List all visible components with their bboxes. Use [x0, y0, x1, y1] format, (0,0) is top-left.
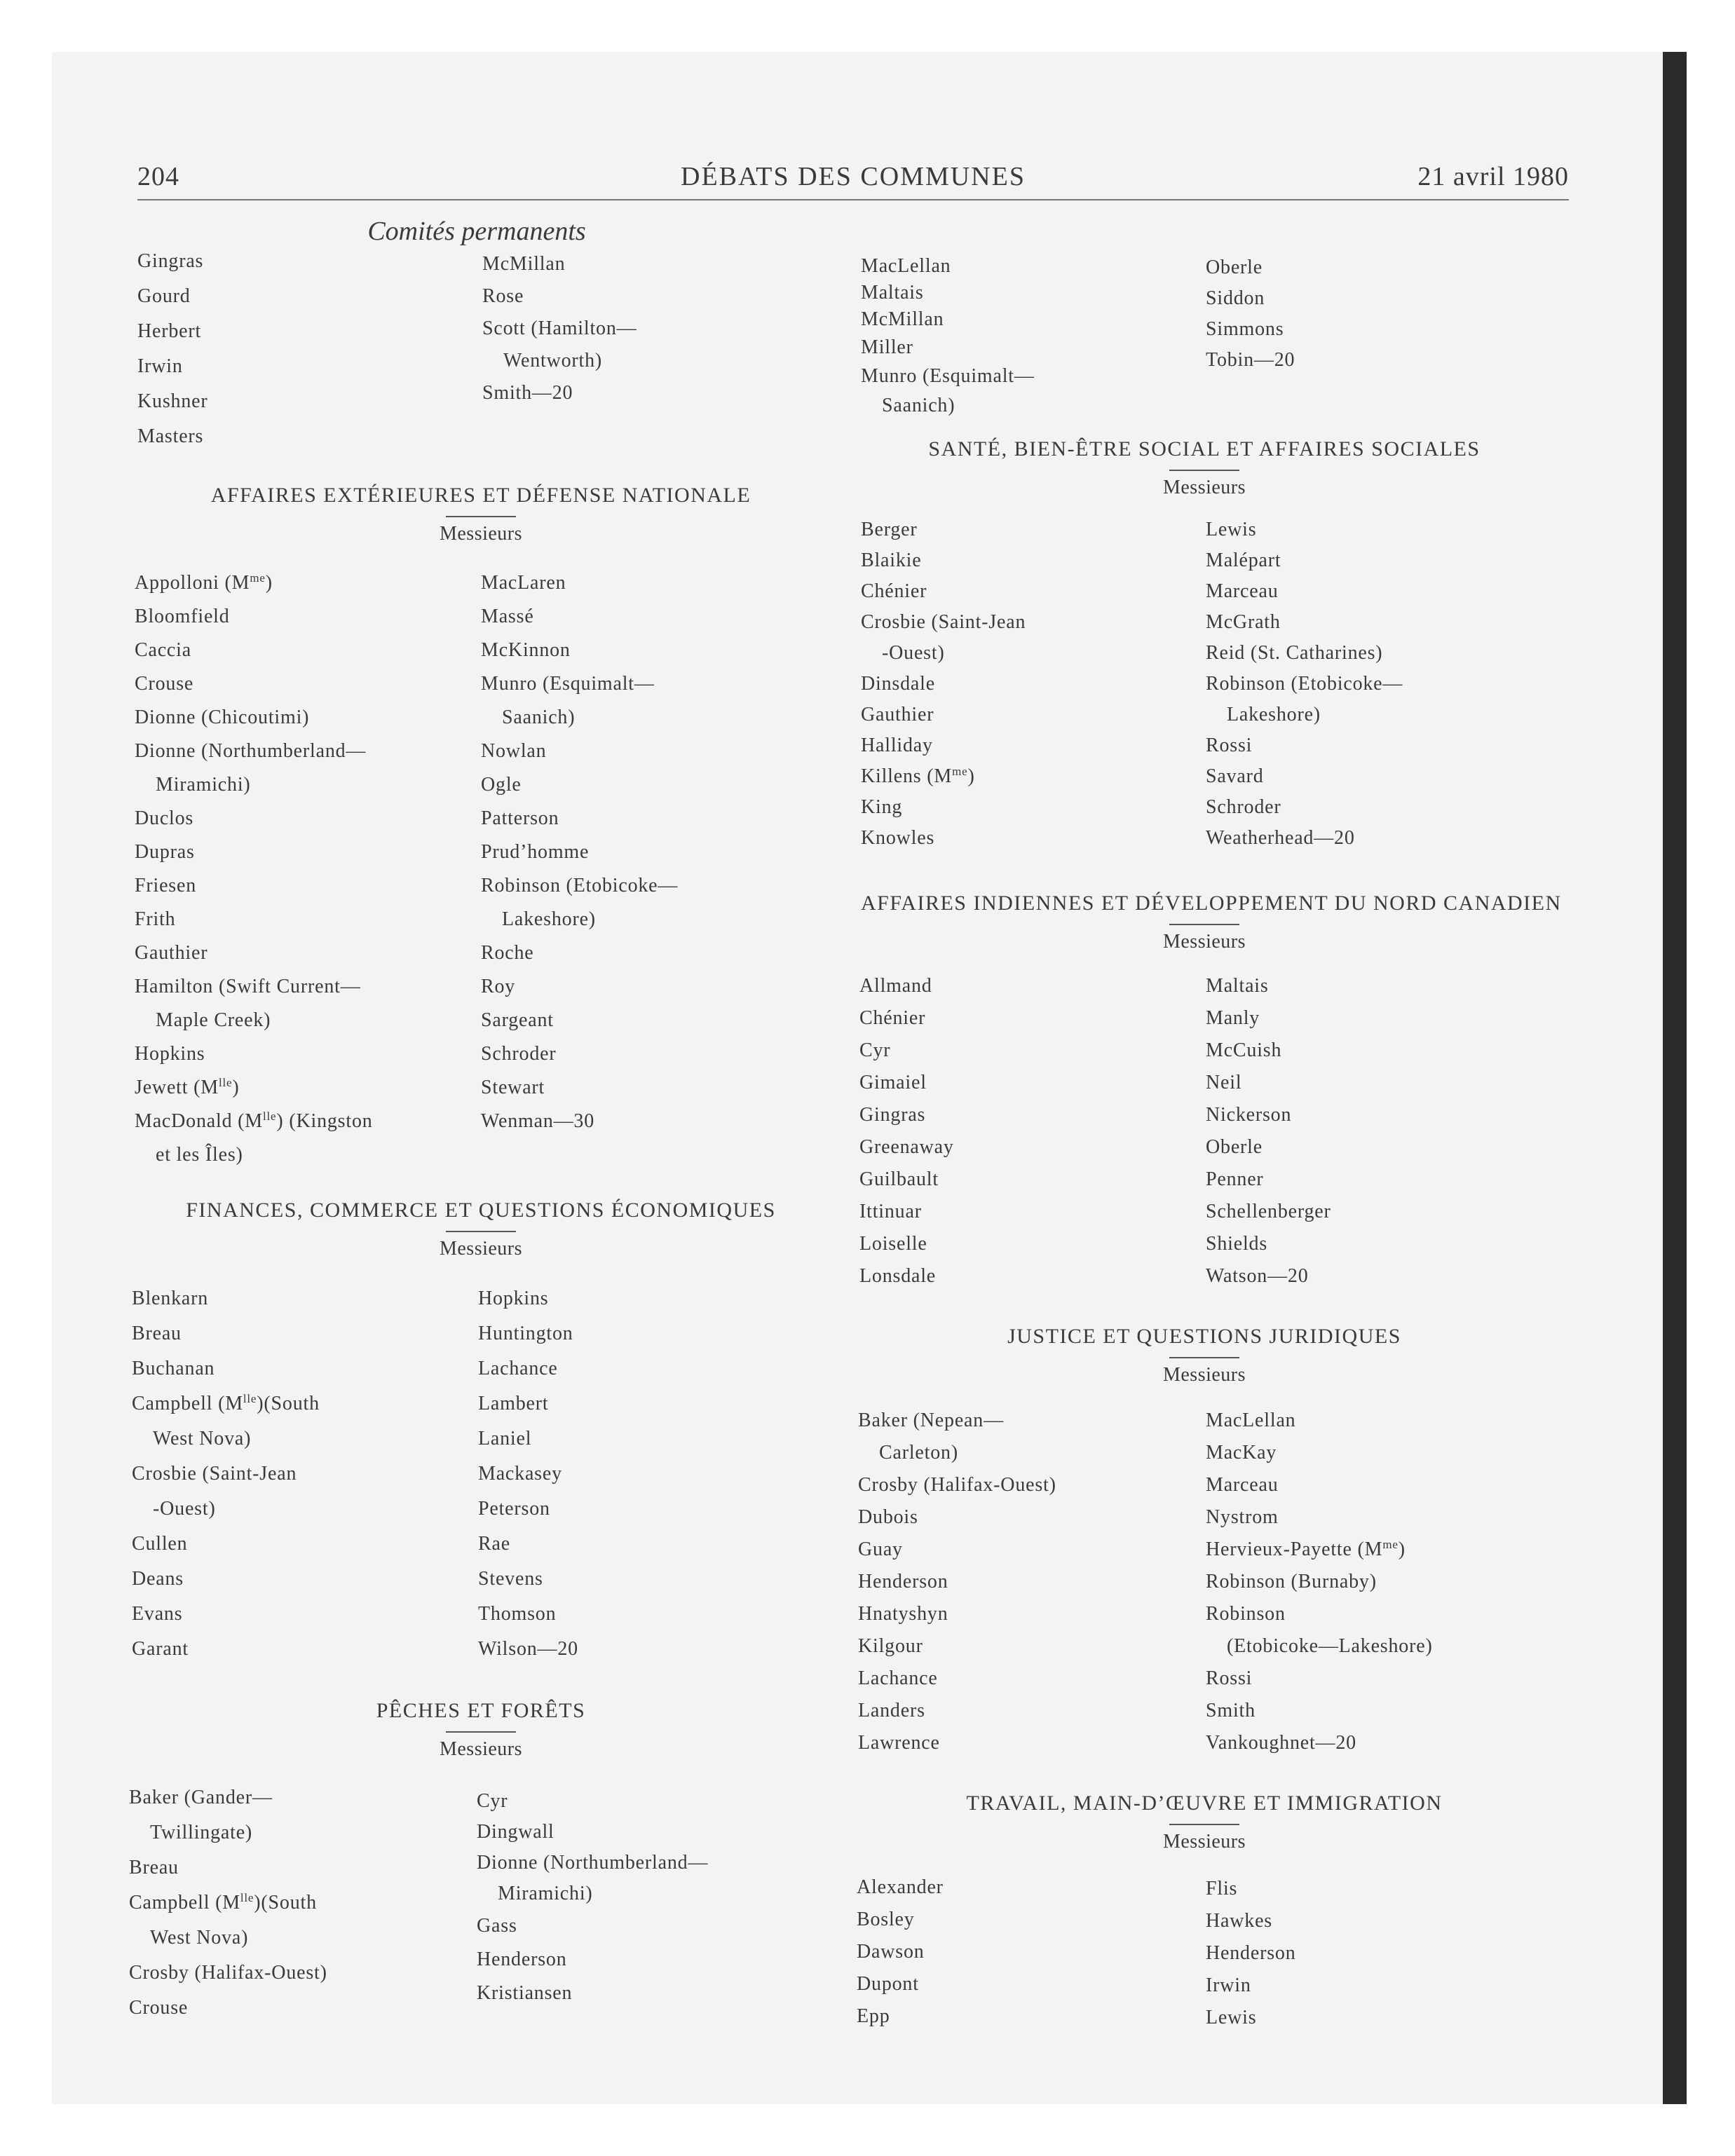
- member-name: Loiselle: [859, 1233, 927, 1255]
- member-name: Gauthier: [861, 704, 934, 725]
- member-name: Nystrom: [1206, 1506, 1279, 1528]
- member-name: Guilbault: [859, 1168, 939, 1190]
- member-name: Savard: [1206, 765, 1264, 787]
- member-name: MacKay: [1206, 1442, 1277, 1464]
- scan-edge: [1663, 52, 1687, 2104]
- member-name: Crouse: [135, 673, 194, 695]
- member-name: Robinson (Etobicoke—: [1206, 673, 1403, 695]
- member-name: Campbell $(M^{lle})(South$: [132, 1392, 320, 1414]
- justice-col-b: [1206, 1405, 1433, 1759]
- member-name: -Ouest): [153, 1498, 216, 1520]
- committee-heading: FINANCES, COMMERCE ET QUESTIONS ÉCONOMIQUES: [186, 1199, 776, 1222]
- member-name: Ogle: [481, 774, 522, 796]
- member-name: -Ouest): [882, 642, 945, 664]
- member-name: Saanich): [502, 707, 576, 728]
- member-name: Neil: [1206, 1072, 1242, 1093]
- member-name: Hopkins: [135, 1043, 205, 1065]
- member-name: Bosley: [857, 1909, 915, 1930]
- member-name: Crosbie (Saint-Jean: [132, 1463, 297, 1485]
- member-name: Oberle: [1206, 1136, 1263, 1158]
- member-name: Evans: [132, 1603, 183, 1625]
- member-name: Duclos: [135, 807, 194, 829]
- page-date: 21 avril 1980: [1417, 162, 1569, 191]
- member-name: Ittinuar: [859, 1201, 922, 1222]
- member-name: Kushner: [137, 390, 208, 412]
- member-name: Roy: [481, 976, 516, 997]
- member-name: Manly: [1206, 1007, 1260, 1029]
- member-name: (Etobicoke—Lakeshore): [1227, 1635, 1433, 1657]
- member-name: Greenaway: [859, 1136, 954, 1158]
- member-name: West Nova): [153, 1428, 252, 1449]
- finances-col-b: [478, 1281, 578, 1667]
- header-rule: [137, 199, 1569, 200]
- member-name: Gauthier: [135, 942, 208, 964]
- member-name: Cullen: [132, 1533, 188, 1555]
- member-name: Stewart: [481, 1077, 545, 1098]
- member-name: Twillingate): [150, 1822, 253, 1843]
- member-name: Dionne (Chicoutimi): [135, 707, 310, 728]
- member-name: Saanich): [882, 395, 955, 416]
- section-title: Comités permanents: [367, 217, 586, 246]
- member-name: Crosbie (Saint-Jean: [861, 611, 1026, 633]
- committee-header-travail: [861, 1792, 1548, 1853]
- member-name: Masters: [137, 425, 204, 447]
- member-name: McKinnon: [481, 639, 571, 661]
- sante-col-b: [1206, 514, 1403, 854]
- member-name: Gass: [477, 1915, 517, 1937]
- page-header: [137, 161, 1569, 200]
- member-name: Hopkins: [478, 1288, 549, 1309]
- member-name: Crouse: [129, 1997, 189, 2019]
- committee-header-affaires-indiennes: [861, 892, 1562, 953]
- messieurs-label: Messieurs: [1162, 477, 1246, 498]
- member-name: Robinson (Burnaby): [1206, 1571, 1377, 1592]
- member-name: Breau: [132, 1323, 182, 1344]
- messieurs-label: Messieurs: [1162, 931, 1246, 953]
- peches-col-a: [129, 1780, 327, 2026]
- member-name: Huntington: [478, 1323, 573, 1344]
- member-name: Hawkes: [1206, 1910, 1272, 1932]
- member-name: Maltais: [1206, 975, 1269, 997]
- member-name: McGrath: [1206, 611, 1281, 633]
- member-name: Campbell $(M^{lle})(South$: [129, 1891, 317, 1913]
- indiennes-col-b: [1206, 970, 1331, 1292]
- member-name: Penner: [1206, 1168, 1264, 1190]
- member-name: Wilson—20: [478, 1638, 578, 1660]
- right-top-col-a: [861, 252, 1035, 421]
- member-name: Cyr: [477, 1790, 508, 1812]
- publication-title: DÉBATS DES COMMUNES: [681, 162, 1026, 191]
- travail-col-b: [1206, 1873, 1296, 2034]
- member-name: Lakeshore): [502, 908, 596, 930]
- member-name: Munro (Esquimalt—: [481, 673, 655, 695]
- member-name: Dionne (Northumberland—: [477, 1852, 709, 1874]
- divider: [1169, 1824, 1239, 1825]
- member-name: Breau: [129, 1857, 179, 1878]
- member-name: Chénier: [861, 580, 927, 602]
- committee-heading: AFFAIRES INDIENNES ET DÉVELOPPEMENT DU NORD CANADIEN: [861, 892, 1562, 915]
- member-name: Shields: [1206, 1233, 1268, 1255]
- justice-col-a: [858, 1405, 1056, 1759]
- member-name: Schroder: [1206, 796, 1281, 818]
- member-name: MacLellan: [1206, 1410, 1296, 1431]
- member-name: Flis: [1206, 1878, 1238, 1899]
- member-name: Robinson (Etobicoke—: [481, 875, 679, 896]
- affaires-ext-col-a: [135, 566, 373, 1172]
- member-name: Nickerson: [1206, 1104, 1292, 1126]
- member-name: Guay: [858, 1538, 903, 1560]
- member-name: Lawrence: [858, 1732, 940, 1754]
- member-name: Lewis: [1206, 519, 1257, 540]
- affaires-ext-col-b: [481, 566, 678, 1138]
- member-name: Thomson: [478, 1603, 557, 1625]
- member-name: Killens $(M^{me})$: [861, 765, 975, 787]
- member-name: MacDonald $(M^{lle})$ (Kingston: [135, 1110, 373, 1132]
- member-name: Baker (Nepean—: [858, 1410, 1004, 1431]
- member-name: Wentworth): [503, 350, 603, 371]
- member-name: Nowlan: [481, 740, 547, 762]
- left-top-col-b: [482, 248, 637, 409]
- member-name: Irwin: [137, 355, 183, 377]
- member-name: Knowles: [861, 827, 935, 849]
- messieurs-label: Messieurs: [439, 523, 523, 545]
- page-number: 204: [137, 162, 179, 191]
- member-name: Deans: [132, 1568, 184, 1590]
- member-name: Patterson: [481, 807, 559, 829]
- member-name: Allmand: [859, 975, 932, 997]
- member-name: Henderson: [477, 1949, 567, 1970]
- member-name: Gourd: [137, 285, 191, 307]
- member-name: Crosby (Halifax-Ouest): [129, 1962, 327, 1984]
- member-name: Watson—20: [1206, 1265, 1309, 1287]
- member-name: Smith: [1206, 1700, 1256, 1721]
- member-name: Miramichi): [156, 774, 251, 796]
- committee-header-justice: [861, 1325, 1548, 1386]
- member-name: Henderson: [1206, 1942, 1296, 1964]
- member-name: Marceau: [1206, 1474, 1279, 1496]
- finances-col-a: [132, 1281, 320, 1667]
- member-name: Hamilton (Swift Current—: [135, 976, 361, 997]
- member-name: Henderson: [858, 1571, 948, 1592]
- committee-heading: AFFAIRES EXTÉRIEURES ET DÉFENSE NATIONALE: [210, 484, 751, 507]
- member-name: Jewett $(M^{lle})$: [135, 1076, 240, 1098]
- member-name: Baker (Gander—: [129, 1787, 273, 1808]
- member-name: Gingras: [137, 250, 204, 272]
- member-name: Rose: [482, 285, 524, 307]
- member-name: Lambert: [478, 1393, 549, 1414]
- member-name: Rossi: [1206, 735, 1253, 756]
- messieurs-label: Messieurs: [1162, 1364, 1246, 1386]
- divider: [446, 1731, 516, 1733]
- member-name: Blaikie: [861, 550, 922, 571]
- member-name: MacLaren: [481, 572, 566, 594]
- member-name: Lachance: [478, 1358, 558, 1379]
- member-name: Buchanan: [132, 1358, 215, 1379]
- committee-heading: TRAVAIL, MAIN-D’ŒUVRE ET IMMIGRATION: [966, 1792, 1443, 1815]
- divider: [446, 516, 516, 517]
- member-name: Dingwall: [477, 1821, 554, 1843]
- member-name: Halliday: [861, 735, 933, 756]
- member-name: Landers: [858, 1700, 925, 1721]
- member-name: Lonsdale: [859, 1265, 937, 1287]
- member-name: Dawson: [857, 1941, 925, 1963]
- member-name: Gimaiel: [859, 1072, 927, 1093]
- member-name: Hervieux-Payette $(M^{me})$: [1206, 1538, 1406, 1560]
- member-name: Miramichi): [498, 1883, 593, 1904]
- member-name: Caccia: [135, 639, 191, 661]
- member-name: Garant: [132, 1638, 189, 1660]
- member-name: Malépart: [1206, 550, 1281, 571]
- member-name: Lachance: [858, 1667, 938, 1689]
- divider: [446, 1231, 516, 1232]
- committee-header-peches: [137, 1699, 824, 1761]
- member-name: Weatherhead—20: [1206, 827, 1355, 849]
- member-name: McMillan: [861, 308, 944, 330]
- member-name: Appolloni $(M^{me})$: [135, 571, 273, 594]
- member-name: Berger: [861, 519, 918, 540]
- committee-heading: JUSTICE ET QUESTIONS JURIDIQUES: [1007, 1325, 1401, 1348]
- member-name: Oberle: [1206, 257, 1263, 278]
- member-name: Wenman—30: [481, 1110, 595, 1132]
- divider: [1169, 924, 1239, 925]
- member-name: Hnatyshyn: [858, 1603, 948, 1625]
- member-name: Tobin—20: [1206, 349, 1295, 371]
- member-name: Vankoughnet—20: [1206, 1732, 1356, 1754]
- member-name: Sargeant: [481, 1009, 554, 1031]
- member-name: King: [861, 796, 903, 818]
- sante-col-a: [861, 514, 1026, 854]
- member-name: Peterson: [478, 1498, 550, 1520]
- member-name: Smith—20: [482, 382, 573, 404]
- member-name: Bloomfield: [135, 606, 230, 627]
- member-name: Scott (Hamilton—: [482, 318, 637, 339]
- member-name: Robinson: [1206, 1603, 1286, 1625]
- member-name: Maple Creek): [156, 1009, 271, 1031]
- member-name: Alexander: [857, 1876, 944, 1898]
- member-name: Cyr: [859, 1039, 891, 1061]
- member-name: Marceau: [1206, 580, 1279, 602]
- member-name: Miller: [861, 336, 913, 358]
- messieurs-label: Messieurs: [439, 1238, 523, 1260]
- committee-header-sante: [861, 437, 1548, 499]
- member-name: Irwin: [1206, 1974, 1251, 1996]
- member-name: Lakeshore): [1227, 704, 1321, 725]
- member-name: Dionne (Northumberland—: [135, 740, 367, 762]
- member-name: MacLellan: [861, 255, 951, 277]
- member-name: Lewis: [1206, 2007, 1257, 2028]
- left-top-col-a: [137, 244, 207, 454]
- member-name: McCuish: [1206, 1039, 1282, 1061]
- committee-header-finances: [137, 1199, 824, 1260]
- divider: [1169, 470, 1239, 471]
- committee-heading: SANTÉ, BIEN-ÊTRE SOCIAL ET AFFAIRES SOCIALES: [928, 437, 1481, 460]
- member-name: Rae: [478, 1533, 510, 1555]
- committee-header-affaires-exterieures: [137, 484, 824, 545]
- member-name: McMillan: [482, 253, 566, 275]
- member-name: Kristiansen: [477, 1982, 573, 2004]
- member-name: Friesen: [135, 875, 197, 896]
- messieurs-label: Messieurs: [1162, 1831, 1246, 1853]
- member-name: Blenkarn: [132, 1288, 209, 1309]
- committee-heading: PÊCHES ET FORÊTS: [376, 1699, 586, 1722]
- member-name: Carleton): [879, 1442, 958, 1464]
- member-name: Kilgour: [858, 1635, 923, 1657]
- member-name: et les Îles): [156, 1144, 243, 1166]
- right-top-col-b: [1206, 252, 1295, 376]
- member-name: Gingras: [859, 1104, 926, 1126]
- member-name: Mackasey: [478, 1463, 562, 1485]
- peches-col-b: [477, 1786, 708, 2010]
- member-name: Prud’homme: [481, 841, 590, 863]
- member-name: Chénier: [859, 1007, 926, 1029]
- member-name: Maltais: [861, 282, 924, 303]
- member-name: Dupont: [857, 1973, 919, 1995]
- messieurs-label: Messieurs: [439, 1738, 523, 1760]
- member-name: Siddon: [1206, 287, 1265, 309]
- member-name: Munro (Esquimalt—: [861, 365, 1035, 387]
- member-name: West Nova): [150, 1927, 249, 1949]
- divider: [1169, 1357, 1239, 1358]
- member-name: Massé: [481, 606, 534, 627]
- indiennes-col-a: [859, 970, 954, 1292]
- member-name: Dubois: [858, 1506, 918, 1528]
- member-name: Simmons: [1206, 318, 1284, 340]
- member-name: Herbert: [137, 320, 202, 342]
- member-name: Schellenberger: [1206, 1201, 1331, 1222]
- member-name: Crosby (Halifax-Ouest): [858, 1474, 1056, 1496]
- travail-col-a: [857, 1871, 944, 2033]
- member-name: Frith: [135, 908, 176, 930]
- member-name: Dupras: [135, 841, 195, 863]
- member-name: Schroder: [481, 1043, 557, 1065]
- member-name: Stevens: [478, 1568, 543, 1590]
- member-name: Laniel: [478, 1428, 532, 1449]
- member-name: Rossi: [1206, 1667, 1253, 1689]
- member-name: Dinsdale: [861, 673, 935, 695]
- member-name: Epp: [857, 2005, 890, 2027]
- member-name: Reid (St. Catharines): [1206, 642, 1383, 664]
- member-name: Roche: [481, 942, 534, 964]
